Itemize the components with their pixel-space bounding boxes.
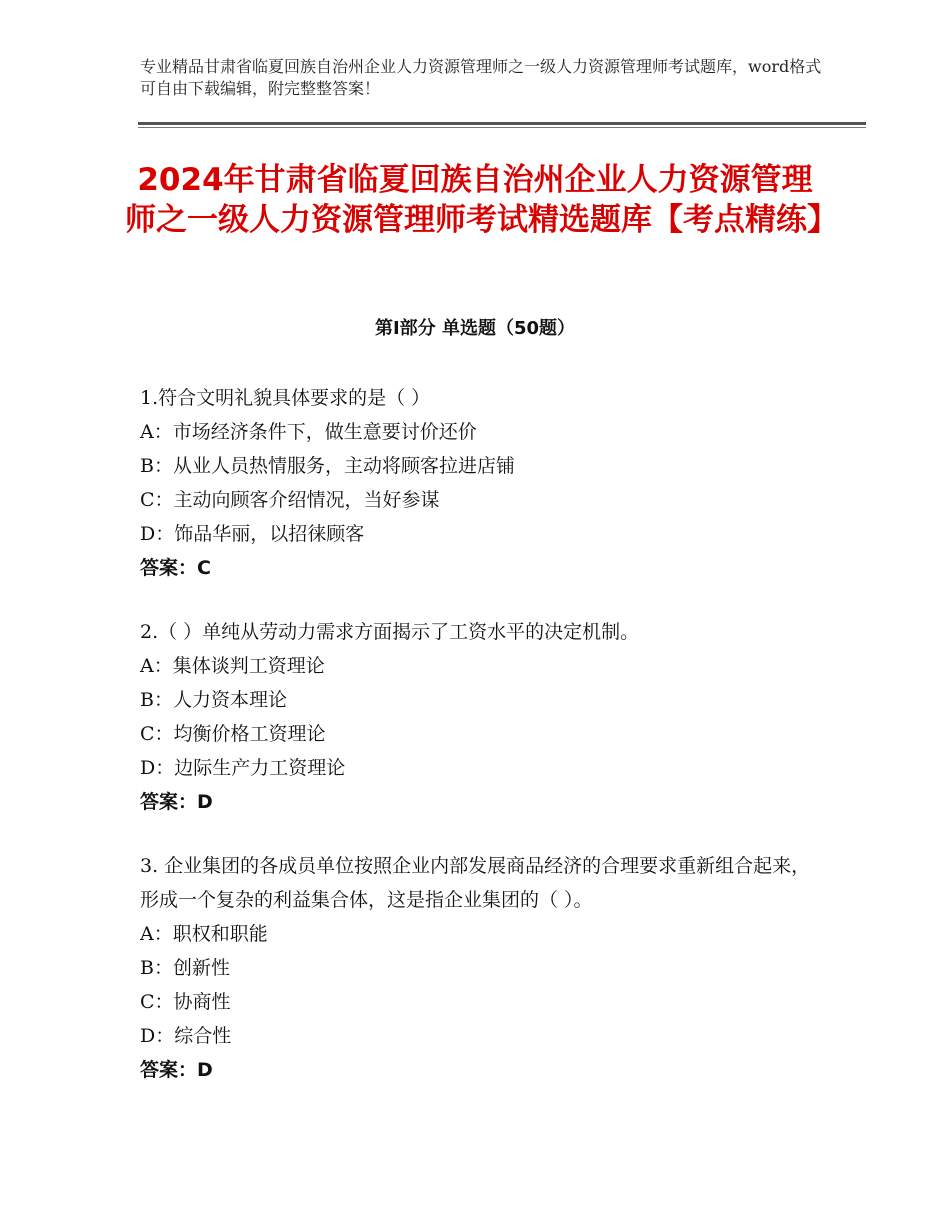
- answer-line: 答案：D: [140, 791, 213, 813]
- option-c: C：主动向顾客介绍情况，当好参谋: [140, 489, 440, 511]
- header-rule-thick: [138, 122, 866, 125]
- header-rule-thin: [138, 127, 866, 128]
- answer-line: 答案：C: [140, 557, 211, 579]
- option-b: B：创新性: [140, 957, 230, 979]
- option-a: A：职权和职能: [140, 923, 268, 945]
- section-heading: 第Ⅰ部分 单选题（50题）: [374, 318, 575, 339]
- header-note: 专业精品甘肃省临夏回族自治州企业人力资源管理师之一级人力资源管理师考试题库，word格式可自由下载编辑，附完整整答案！: [140, 57, 822, 98]
- answer-line: 答案：D: [140, 1059, 213, 1081]
- option-a: A：集体谈判工资理论: [140, 655, 325, 677]
- question-stem: 1.符合文明礼貌具体要求的是（ ）: [140, 387, 431, 409]
- option-b: B：人力资本理论: [140, 689, 287, 711]
- question-1: [140, 381, 820, 585]
- option-c: C：均衡价格工资理论: [140, 723, 326, 745]
- option-a: A：市场经济条件下，做生意要讨价还价: [140, 421, 477, 443]
- question-stem: 3. 企业集团的各成员单位按照企业内部发展商品经济的合理要求重新组合起来，形成一个复杂的利益集合体，这是指企业集团的（ ）。: [140, 855, 811, 911]
- option-d: D：边际生产力工资理论: [140, 757, 346, 779]
- question-3: [140, 849, 820, 1087]
- question-2: [140, 615, 820, 819]
- question-stem: 2.（ ）单纯从劳动力需求方面揭示了工资水平的决定机制。: [140, 621, 640, 643]
- option-d: D：饰品华丽，以招徕顾客: [140, 523, 365, 545]
- option-b: B：从业人员热情服务，主动将顾客拉进店铺: [140, 455, 515, 477]
- option-d: D：综合性: [140, 1025, 232, 1047]
- document-title: 2024年甘肃省临夏回族自治州企业人力资源管理师之一级人力资源管理师考试精选题库【考点精练】: [125, 162, 838, 238]
- question-list: [140, 381, 820, 1117]
- option-c: C：协商性: [140, 991, 231, 1013]
